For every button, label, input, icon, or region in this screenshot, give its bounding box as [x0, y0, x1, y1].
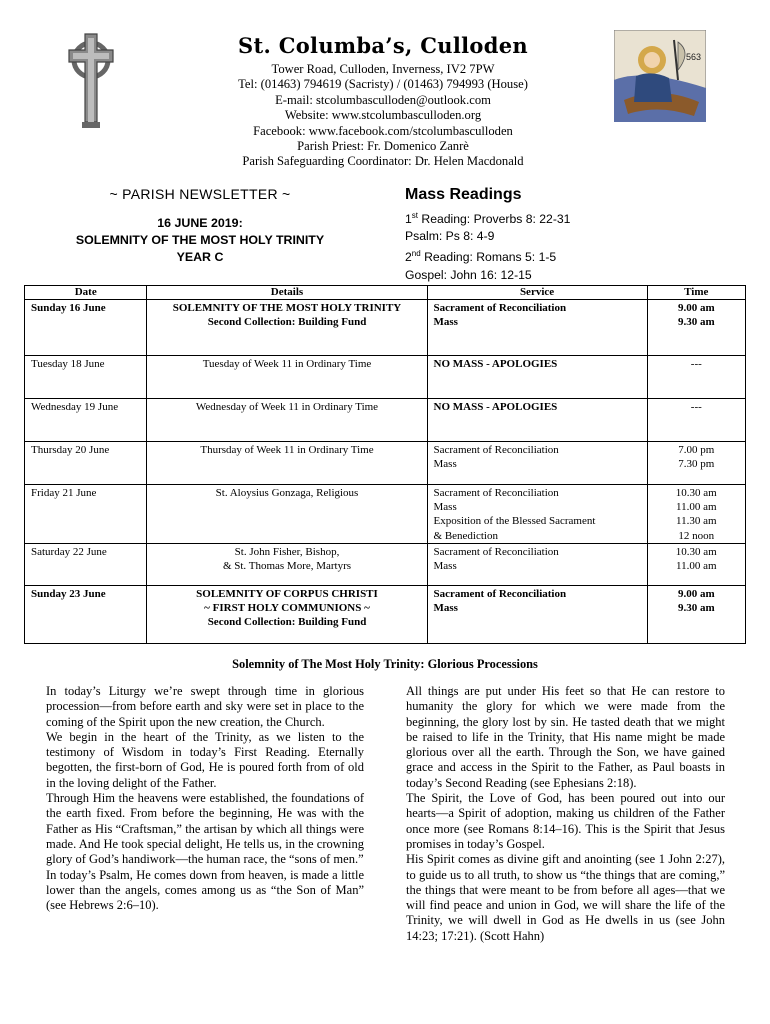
schedule-row — [25, 356, 746, 399]
row-details — [147, 585, 427, 643]
mass-readings — [405, 186, 735, 284]
row-details — [147, 442, 427, 485]
row-time-line: 10.30 am — [675, 545, 717, 558]
row-service-line: Mass — [433, 501, 457, 514]
newsletter-year-line: YEAR C — [176, 250, 224, 264]
schedule-row — [25, 399, 746, 442]
row-service — [427, 485, 647, 544]
article-paragraph: We begin in the heart of the Trinity, as we listen to the testimony of Wisdom in today’s First Reading. Eternally begotten, the first-born of God, He is poured forth from of old in the loving delight of the Father. — [46, 729, 364, 790]
article-title: Solemnity of The Most Holy Trinity: Glorious Processions — [232, 657, 538, 671]
row-date: Saturday 22 June — [25, 543, 147, 585]
article-paragraph: All things are put under His feet so that He can restore to humanity the glory for which we were made from the beginning, the glory lost by sin. He tasted death that we might be raised to life in the Trinity, that His name might be made glorious over all the earth. Through the Son, we have gained grace and access in the Spirit to the Father, as Paul boasts in today’s Second Reading (see Ephesians 2:18). — [406, 684, 725, 790]
row-service-line: & Benediction — [433, 529, 498, 542]
row-service-line: Mass — [433, 560, 457, 573]
row-details-line: Second Collection: Building Fund — [207, 616, 367, 629]
first-reading: 1st Reading: Proverbs 8: 22-31 — [405, 211, 571, 227]
schedule-table — [24, 285, 746, 644]
row-date: Tuesday 18 June — [25, 356, 147, 399]
row-service-line: Mass — [433, 458, 457, 471]
row-details-line: SOLEMNITY OF CORPUS CHRISTI — [196, 587, 378, 600]
row-time-line: 7.30 pm — [678, 458, 715, 471]
saint-columba-icon — [614, 30, 706, 122]
row-time-line: 7.00 pm — [678, 444, 715, 456]
row-date: Wednesday 19 June — [25, 399, 147, 442]
row-details-line: Wednesday of Week 11 in Ordinary Time — [195, 401, 379, 413]
schedule-row — [25, 442, 746, 485]
schedule-row — [25, 300, 746, 356]
header-time: Time — [647, 286, 745, 300]
schedule-row — [25, 485, 746, 544]
icon-number: 563 — [686, 52, 702, 62]
article-paragraph: His Spirit comes as divine gift and anointing (see 1 John 2:27), to guide us to all truth, to show us “the things that are coming,” the things that were meant to be from before all ages—that we will find peace and union in God, we will share the life of the Trinity, we will dwell in God as He dwells in us (see John 14:23; 17:21). (Scott Hahn) — [406, 852, 725, 943]
row-time — [647, 543, 745, 585]
newsletter-title: ~ PARISH NEWSLETTER ~ — [109, 186, 291, 202]
row-time-line: 11.00 am — [676, 560, 717, 573]
row-service-line: Sacrament of Reconciliation — [433, 545, 559, 558]
header-details: Details — [147, 286, 427, 300]
row-details — [147, 399, 427, 442]
row-time-line: 11.00 am — [676, 501, 717, 514]
psalm-reading: Psalm: Ps 8: 4-9 — [405, 229, 495, 244]
facebook-line[interactable]: Facebook: www.facebook.com/stcolumbasculloden — [253, 123, 513, 138]
parish-header — [150, 33, 616, 170]
header-service: Service — [427, 286, 647, 300]
safeguarding-line: Parish Safeguarding Coordinator: Dr. Helen Macdonald — [242, 154, 524, 169]
row-service-line: Mass — [433, 316, 458, 329]
row-service-line: Sacrament of Reconciliation — [433, 587, 567, 600]
row-service-line: Sacrament of Reconciliation — [433, 487, 559, 499]
row-service-line: NO MASS - APOLOGIES — [433, 401, 558, 413]
row-details-line: St. Aloysius Gonzaga, Religious — [215, 487, 359, 499]
row-date: Friday 21 June — [25, 485, 147, 544]
header-date: Date — [25, 286, 147, 300]
row-time-line: 9.00 am — [677, 587, 715, 600]
second-reading: 2nd Reading: Romans 5: 1-5 — [405, 249, 557, 265]
schedule-row — [25, 543, 746, 585]
article-paragraph: Through Him the heavens were established, the foundations of the earth fixed. From before the beginning, He was with the Father as His “Craftsman,” the artisan by which all things were made. And He took special delight, He tells us, in the crowning glory of God’s handiwork—the human race, the “sons of men.” — [46, 791, 364, 867]
website-line[interactable]: Website: www.stcolumbasculloden.org — [284, 108, 482, 123]
row-service-line: Sacrament of Reconciliation — [433, 444, 559, 456]
celtic-cross-icon — [56, 30, 126, 130]
row-details — [147, 543, 427, 585]
row-service — [427, 585, 647, 643]
row-time-line: 11.30 am — [676, 515, 717, 528]
row-time — [647, 485, 745, 544]
row-details — [147, 300, 427, 356]
article-right-column — [406, 684, 725, 944]
address-line: Tower Road, Culloden, Inverness, IV2 7PW — [271, 62, 495, 76]
email-line[interactable]: E-mail: stcolumbasculloden@outlook.com — [275, 92, 491, 107]
row-service-line: Sacrament of Reconciliation — [433, 302, 567, 314]
article-paragraph: In today’s Psalm, He comes down from heaven, is made a little lower than the angels, comes among us as “the Son of Man” (see Hebrews 2:6–10). — [46, 867, 364, 913]
row-details-line: SOLEMNITY OF THE MOST HOLY TRINITY — [172, 302, 402, 314]
row-service — [427, 356, 647, 399]
row-details — [147, 356, 427, 399]
parish-priest-line: Parish Priest: Fr. Domenico Zanrè — [297, 139, 469, 154]
newsletter-date-line: 16 JUNE 2019: — [157, 216, 243, 230]
row-details-line: & St. Thomas More, Martyrs — [222, 560, 352, 573]
gospel-reading: Gospel: John 16: 12-15 — [405, 267, 532, 282]
row-date: Sunday 23 June — [25, 585, 147, 643]
row-time-line: 9.30 am — [677, 602, 715, 615]
row-service — [427, 399, 647, 442]
article-paragraph: In today’s Liturgy we’re swept through time in glorious procession—from before earth and sky were set in place to the coming of the Spirit upon the new creation, the Church. — [46, 684, 364, 729]
newsletter-feast-line: SOLEMNITY OF THE MOST HOLY TRINITY — [75, 233, 325, 247]
parish-title: St. Columba’s, Culloden — [238, 33, 528, 58]
row-details-line: Tuesday of Week 11 in Ordinary Time — [202, 358, 372, 370]
mass-readings-title: Mass Readings — [405, 186, 522, 203]
row-time-line: 12 noon — [678, 529, 715, 542]
row-time-line: 9.30 am — [677, 316, 715, 329]
row-time — [647, 442, 745, 485]
schedule-header-row — [25, 286, 746, 300]
row-service-line: Exposition of the Blessed Sacrament — [433, 515, 596, 528]
row-time-line: --- — [690, 401, 702, 413]
row-details-line: Second Collection: Building Fund — [207, 316, 367, 329]
row-time-line: 10.30 am — [675, 487, 717, 499]
row-details-line: ~ FIRST HOLY COMMUNIONS ~ — [204, 602, 370, 615]
row-time-line: --- — [690, 358, 702, 370]
row-service — [427, 543, 647, 585]
row-service-line: NO MASS - APOLOGIES — [433, 358, 558, 370]
row-service-line: Mass — [433, 602, 458, 615]
row-service — [427, 300, 647, 356]
row-date: Sunday 16 June — [25, 300, 147, 356]
schedule-row — [25, 585, 746, 643]
row-time — [647, 399, 745, 442]
row-time — [647, 300, 745, 356]
row-details — [147, 485, 427, 544]
row-time — [647, 585, 745, 643]
article-paragraph: The Spirit, the Love of God, has been poured out into our hearts—a Spirit of adoption, making us children of the Father once more (see Romans 8:14–16). This is the Spirit that Jesus promises in today’s Gospel. — [406, 791, 725, 851]
row-date: Thursday 20 June — [25, 442, 147, 485]
row-details-line: Thursday of Week 11 in Ordinary Time — [200, 444, 374, 456]
phone-line: Tel: (01463) 794619 (Sacristy) / (01463) 794993 (House) — [238, 77, 528, 92]
article-left-column — [46, 684, 364, 913]
row-details-line: St. John Fisher, Bishop, — [234, 545, 340, 558]
row-time-line: 9.00 am — [677, 302, 715, 314]
row-service — [427, 442, 647, 485]
row-time — [647, 356, 745, 399]
newsletter-heading — [40, 186, 360, 266]
